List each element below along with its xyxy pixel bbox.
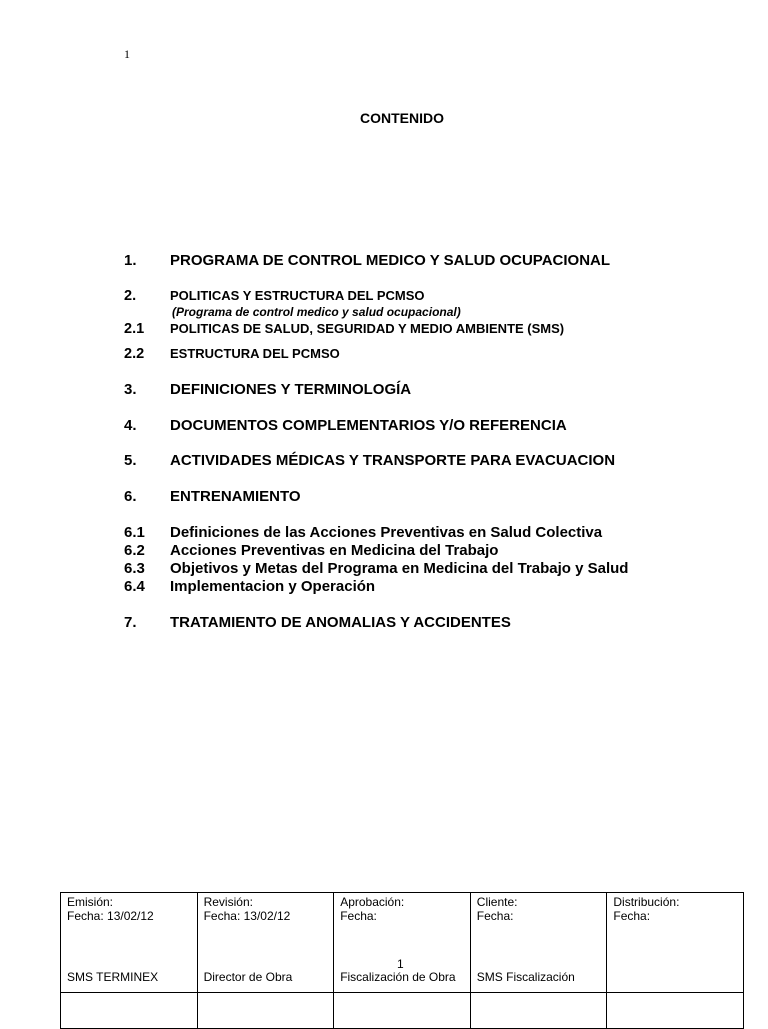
toc-number: 3. xyxy=(124,381,137,398)
toc-number: 6.3 xyxy=(124,560,145,577)
revision-cell xyxy=(197,893,334,993)
toc-number: 6.4 xyxy=(124,578,145,595)
cell-signatory: Fiscalización de Obra xyxy=(340,970,456,984)
cell-label: Aprobación: xyxy=(340,895,405,909)
cell-label: Distribución: xyxy=(613,895,680,909)
toc-text: TRATAMIENTO DE ANOMALIAS Y ACCIDENTES xyxy=(170,614,511,631)
toc-text: POLITICAS DE SALUD, SEGURIDAD Y MEDIO AMBIENTE (SMS) xyxy=(170,321,565,336)
document-title: CONTENIDO xyxy=(360,110,444,126)
footer-page-number: 1 xyxy=(397,957,404,971)
cell-date: Fecha: xyxy=(613,909,651,923)
toc-text: Definiciones de las Acciones Preventivas en Salud Colectiva xyxy=(170,524,603,541)
distribucion-cell xyxy=(607,893,744,993)
toc-number: 2. xyxy=(124,288,137,304)
toc-text: Implementacion y Operación xyxy=(170,578,376,595)
toc-text: ESTRUCTURA DEL PCMSO xyxy=(170,346,340,361)
toc-text: PROGRAMA DE CONTROL MEDICO Y SALUD OCUPACIONAL xyxy=(170,252,611,269)
toc-text: POLITICAS Y ESTRUCTURA DEL PCMSO xyxy=(170,288,425,303)
toc-text: DEFINICIONES Y TERMINOLOGÍA xyxy=(170,381,412,398)
header-page-number: 1 xyxy=(124,47,130,61)
cell-label: Emisión: xyxy=(67,895,114,909)
cliente-cell xyxy=(470,893,607,993)
toc-number: 5. xyxy=(124,452,137,469)
toc-text: ENTRENAMIENTO xyxy=(170,488,301,505)
toc-text: Objetivos y Metas del Programa en Medicina del Trabajo y Salud xyxy=(170,560,629,577)
signature-cell xyxy=(334,993,471,1029)
toc-number: 1. xyxy=(124,252,137,269)
approval-row xyxy=(61,893,744,993)
cell-date: Fecha: xyxy=(340,909,377,923)
cell-date: Fecha: xyxy=(476,909,514,923)
toc-number: 4. xyxy=(124,417,137,434)
cell-signatory: SMS Fiscalización xyxy=(476,970,575,984)
toc-number: 2.2 xyxy=(124,346,145,362)
toc-number: 6.2 xyxy=(124,542,145,559)
cell-signatory: Director de Obra xyxy=(203,970,293,984)
cell-label: Cliente: xyxy=(476,895,518,909)
cell-date: Fecha: 13/02/12 xyxy=(203,909,291,923)
toc-text: Acciones Preventivas en Medicina del Trabajo xyxy=(170,542,499,559)
toc-subnote: (Programa de control medico y salud ocupacional) xyxy=(172,305,461,319)
toc-text: DOCUMENTOS COMPLEMENTARIOS Y/O REFERENCIA xyxy=(170,417,567,434)
toc-number: 6.1 xyxy=(124,524,145,541)
signature-cell xyxy=(61,993,198,1029)
cell-label: Revisión: xyxy=(203,895,253,909)
cell-date: Fecha: 13/02/12 xyxy=(67,909,154,923)
signature-cell xyxy=(470,993,607,1029)
toc-number: 2.1 xyxy=(124,321,145,337)
cell-signatory: SMS TERMINEX xyxy=(67,970,159,984)
emision-cell xyxy=(61,893,198,993)
toc-text: ACTIVIDADES MÉDICAS Y TRANSPORTE PARA EVACUACION xyxy=(170,452,616,469)
toc-number: 7. xyxy=(124,614,137,631)
signature-cell xyxy=(197,993,334,1029)
aprobacion-cell xyxy=(334,893,471,993)
signature-cell xyxy=(607,993,744,1029)
signature-row xyxy=(61,993,744,1029)
toc-number: 6. xyxy=(124,488,137,505)
